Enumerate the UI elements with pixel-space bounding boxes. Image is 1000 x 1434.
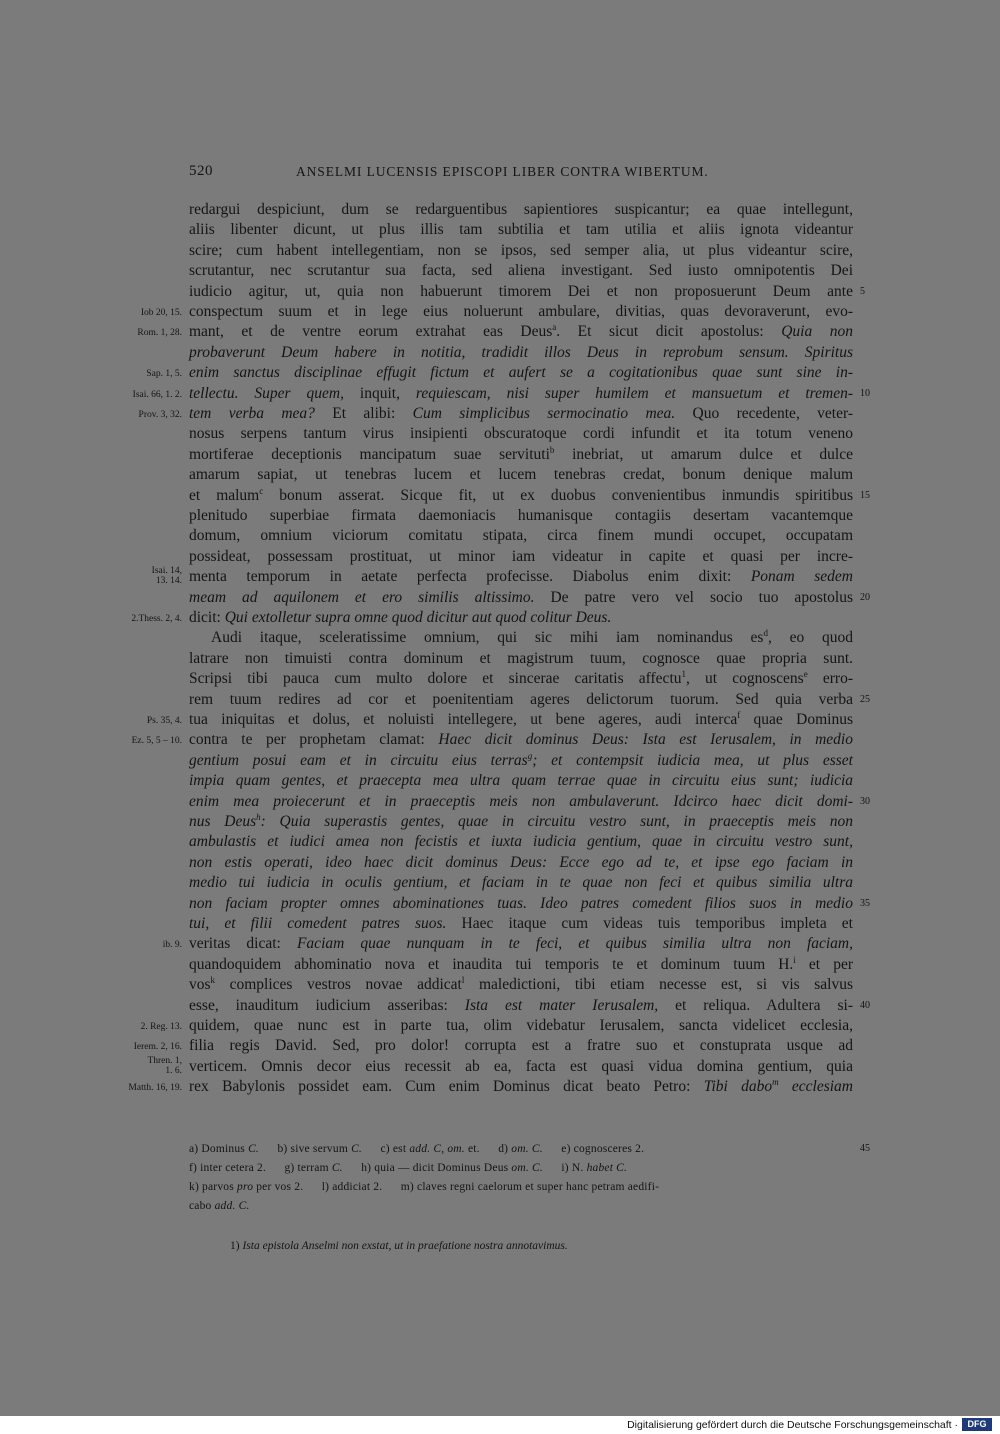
text-line: tui, et filii comedent patres suos. Haec itaque cum videas tuis temporibus impleta et [189,915,853,932]
text-line: conspectum suum et in lege eius noluerunt ambulare, divitias, quas devoraverunt, evo- [189,303,853,320]
margin-reference: Matth. 16, 19. [128,1083,182,1094]
line-number: 30 [860,795,870,807]
text-line: rem tuum redires ad cor et poenitentiam ageres delictorum tuorum. Sed quia verba [189,690,853,708]
text-line: scrutantur, nec scrutantur sua facta, sed aliena investigant. Sed iusto omnipotentis Dei [189,262,853,280]
text-line: Scripsi tibi pauca cum multo dolore et sincerae caritatis affectu$^1$, ut cognoscens$^e$ erro- [189,669,853,688]
text-line: probaverunt Deum habere in notitia, tradidit illos Deus in reprobum sensum. Spiritus [189,343,853,361]
line-number: 45 [860,1143,870,1154]
text-line: meam ad aquilonem et ero similis altissimo. De patre vero vel socio tuo apostolus [189,588,853,606]
text-line: menta temporum in aetate perfecta profecisse. Diabolus enim dixit: Ponam sedem [189,568,854,586]
running-title: ANSELMI LUCENSIS EPISCOPI LIBER CONTRA WIBERTUM. [296,164,709,179]
text-line: scire; cum habent intellegentiam, non se ipsos, sed semper alia, ut plus videantur scire, [189,241,853,259]
text-line: tellectu. Super quem, inquit, requiescam, nisi super humilem et mansuetum et tremen- [189,384,853,402]
text-line: latrare non timuisti contra dominum et magistrum tuum, cognosce quae propria sunt. [189,649,853,667]
margin-reference: Ierem. 2, 16. [133,1042,182,1053]
text-line: domum, omnium viciorum comitatu stipata, circa finem mundi occupet, occupatam [189,527,853,545]
footnote: 1) Ista epistola Anselmi non exstat, ut in praefatione nostra annotavimus. [230,1240,568,1252]
margin-reference: Iob 20, 15. [140,308,182,318]
text-line: enim sanctus disciplinae effugit fictum et aufert se a cogitationibus quae sunt sine in- [189,364,853,382]
margin-reference: Ez. 5, 5 – 10. [131,736,182,747]
text-line: impia quam gentes, et praecepta mea ultra quam terrae quae in circuitu eius sunt; iudicia [189,772,853,790]
margin-reference: Sap. 1, 5. [146,369,182,380]
text-line: mortiferae deceptionis mancipatum suae servituti$^b$ inebriat, ut amarum dulce et dulce [189,444,853,463]
line-number: 35 [860,897,870,909]
text-line: nus Deus$^h$: Quia superastis gentes, quae in circuitu vestro sunt, in praeceptis meis non [189,811,853,830]
margin-reference: 2.Thess. 2, 4. [131,614,182,624]
critical-apparatus [189,1140,853,1216]
line-number: 15 [860,489,870,501]
line-number: 25 [860,693,870,705]
margin-reference: Ps. 35, 4. [146,716,182,726]
margin-reference: ib. 9. [162,940,182,951]
apparatus-line: k) parvos pro per vos 2. l) addiciat 2. m) claves regni caelorum et super hanc petram aedifi- [189,1181,660,1193]
text-line: verticem. Omnis decor eius recessit ab ea, facta est quasi vidua domina gentium, quia [189,1057,853,1075]
text-line: ambulastis et iudici amea non fecistis et iuxta iudicia gentium, quae in circuitu vestro sunt, [189,833,853,851]
page-number: 520 [189,163,213,179]
text-line: redargui despiciunt, dum se redarguentibus sapientiores suspicantur; ea quae intellegunt, [189,201,853,218]
text-line: tua iniquitas et dolus, et noluisti intellegere, ut bene ageres, audi interca$^f$ quae Dominus [189,709,853,728]
apparatus-line: f) inter cetera 2. g) terram C. h) quia — dicit Dominus Deus om. C. i) N. habet C. [189,1162,628,1174]
dfg-logo-icon: DFG [962,1418,992,1431]
text-line: non estis operati, ideo haec dicit dominus Deus: Ecce ego ad te, et ipse ego faciam in [189,853,853,871]
text-line: esse, inauditum iudicium asseribas: Ista est mater Ierusalem, et reliqua. Adultera si- [189,996,853,1014]
text-line: vos$^k$ complices vestros novae addicat$^l$ maledictioni, tibi etiam necesse est, si vis salvus [189,975,854,994]
margin-reference: Isai. 66, 1. 2. [132,389,182,400]
text-line: contra te per prophetam clamat: Haec dicit dominus Deus: Ista est Ierusalem, in medio [189,731,853,749]
line-number: 40 [860,999,870,1011]
text-line: gentium posui eam et in circuitu eius terras$^g$; et contempsit iudicia mea, ut plus esset [189,750,853,769]
text-line: rex Babylonis possidet eam. Cum enim Dominus dicat beato Petro: Tibi dabo$^m$ ecclesiam [189,1077,854,1096]
text-line: possideat, possessam prostituat, ut minor iam videatur in capite et quasi per incre- [189,547,853,565]
text-line: dicit: Qui extolletur supra omne quod dicitur aut quod colitur Deus. [189,609,612,626]
margin-reference: Thren. 1, 1. 6. [147,1055,182,1076]
line-number: 20 [860,591,870,603]
margin-reference: Rom. 1, 28. [137,328,182,339]
text-line: quandoquidem abhominatio nova et inaudita tui temporis te et dominum tuum H.$^i$ et per [189,954,853,973]
margin-reference: Isai. 14, 13. 14. [151,566,182,587]
line-number: 10 [860,387,870,399]
funding-credit: Digitalisierung gefördert durch die Deutsche Forschungsgemeinschaft · [627,1419,958,1431]
margin-reference: Prov. 3, 32. [138,410,182,420]
text-line: amarum sapiat, ut tenebras lucem et lucem tenebras credat, bonum denique malum [189,466,853,484]
text-line: nosus serpens tantum virus insipienti obscuratoque cordi infundit et ita totum veneno [189,425,853,443]
text-line: quidem, quae nunc est in parte tua, olim videbatur Ierusalem, sancta videlicet ecclesia, [189,1017,853,1034]
margin-reference: 2. Reg. 13. [140,1022,182,1032]
text-line: et malum$^c$ bonum asserat. Sicque fit, ut ex duobus convenientibus inmundis spiritibus [189,485,853,504]
text-line: veritas dicat: Faciam quae nunquam in te feci, et quibus similia ultra non faciam, [189,935,854,953]
text-line: tem verba mea? Et alibi: Cum simplicibus sermocinatio mea. Quo recedente, veter- [189,405,853,422]
text-line: medio tui iudicia in oculis gentium, et faciam in te quae non feci et quibus similia ultra [189,874,853,892]
text-line: iudicio agitur, ut, quia non habuerunt timorem Dei et non proposuerunt Deum ante [189,282,853,300]
text-line: enim mea proiecerunt et in praeceptis meis non ambulaverunt. Idcirco haec dicit domi- [189,792,853,810]
apparatus-line: a) Dominus C. b) sive servum C. c) est add. C, om. et. d) om. C. e) cognosceres 2. [189,1143,645,1155]
text-line: filia regis David. Sed, pro dolor! corrupta est a fratre suo et constuprata usque ad [189,1037,853,1055]
text-line: plenitudo superbiae firmata daemoniacis humanisque contagiis desertam vacantemque [189,507,853,524]
line-number: 5 [860,285,865,297]
apparatus-line: cabo add. C. [189,1200,250,1212]
text-line: Audi itaque, sceleratissime omnium, qui sic mihi iam nominandus $es^d$, eo quod [211,628,853,647]
text-line: non faciam propter omnes abominationes tuas. Ideo patres comedent filios suos in medio [189,894,853,912]
text-line: aliis libenter dicunt, ut plus illis tam subtilia et tam utilia et aliis ignota videantur [189,221,853,239]
text-line: mant, et de ventre eorum extrahat eas Deus$^a$. Et sicut dicit apostolus: Quia non [189,322,853,341]
